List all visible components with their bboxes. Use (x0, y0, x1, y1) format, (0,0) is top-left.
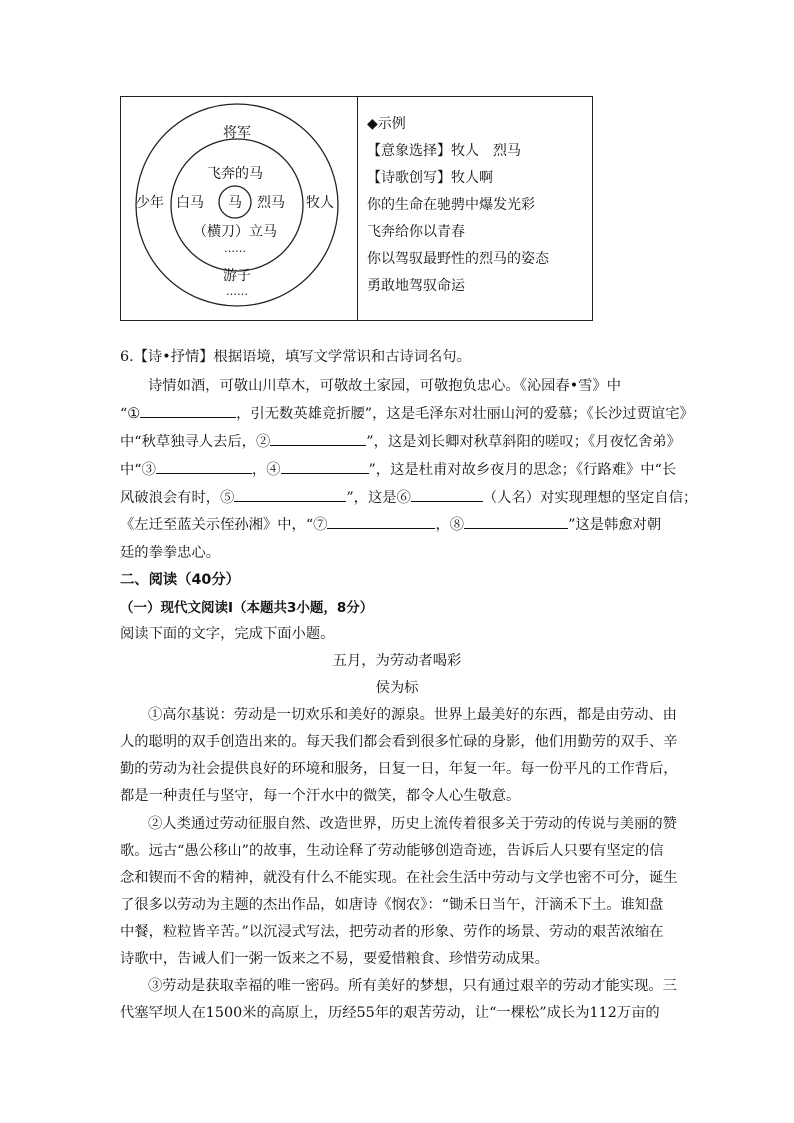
q6-text: 风破浪会有时，⑤ (120, 490, 235, 506)
q6-line-7: 廷的拳拳忠心。 (120, 545, 221, 561)
q6-text: ，引无数英雄竞折腰”，这是毛泽东对壮丽山河的爱慕；《长沙过贾谊宅》 (236, 406, 694, 422)
section-2-subtitle: （一）现代文阅读Ⅰ（本题共3小题，8分） (120, 600, 374, 616)
answer-blank-1[interactable] (140, 403, 236, 418)
outer-left-label: 少年 (136, 195, 164, 211)
answer-blank-2[interactable] (270, 431, 366, 446)
example-line: 飞奔给你以青春 (367, 224, 465, 240)
q6-text: ”这是韩愈对朝 (568, 517, 662, 533)
q6-text: “① (120, 406, 141, 422)
answer-blank-3[interactable] (156, 459, 252, 474)
q6-line-5 (120, 487, 697, 507)
q6-line-4 (120, 459, 676, 479)
paragraph-line: 诗歌中，告诫人们一粥一饭来之不易，要爱惜粮食、珍惜劳动成果。 (120, 951, 549, 967)
q6-text: 中“秋草独寻人去后，② (120, 434, 271, 450)
q6-line-6 (120, 514, 661, 534)
outer-bottom-label: 游子 (223, 268, 251, 284)
section-2-title: 二、阅读（40分） (120, 572, 240, 588)
paragraph-line: 念和锲而不舍的精神，就没有什么不能实现。在社会生活中劳动与文学也密不可分，诞生 (120, 870, 678, 886)
concentric-circles-diagram (121, 97, 356, 320)
paragraph-line: ②人类通过劳动征服自然、改造世界，历史上流传着很多关于劳动的传说与美丽的赞 (148, 816, 677, 832)
example-table (120, 96, 593, 321)
paragraph-line: 人的聪明的双手创造出来的。每天我们都会看到很多忙碌的身影，他们用勤劳的双手、辛 (120, 734, 678, 750)
article-title: 五月，为劳动者喝彩 (332, 653, 462, 669)
question-6-title: 6.【诗•抒情】根据语境，填写文学常识和古诗词名句。 (120, 349, 471, 365)
q6-text: ”，这是刘长卿对秋草斜阳的嗟叹；《月夜忆舍弟》 (366, 434, 681, 450)
paragraph-line: 代塞罕坝人在1500米的高原上，历经55年的艰苦劳动，让“一棵松”成长为112万亩的 (120, 1005, 660, 1021)
q6-line-3 (120, 431, 681, 451)
q6-text: 中“③ (120, 462, 156, 478)
q6-text: ，④ (251, 462, 281, 478)
answer-blank-4[interactable] (281, 459, 369, 474)
paragraph-line: 都是一种责任与坚守，每一个汗水中的微笑，都令人心生敬意。 (120, 788, 521, 804)
inner-top-label: 飞奔的马 (207, 166, 263, 182)
example-line: 【意象选择】牧人 烈马 (367, 143, 521, 159)
q6-text: ”，这是⑥ (346, 490, 411, 506)
outer-top-label: 将军 (223, 125, 251, 141)
answer-blank-7[interactable] (327, 514, 435, 529)
q6-text: 《左迁至蓝关示侄孙湘》中，“⑦ (120, 517, 328, 533)
center-label: 马 (228, 195, 242, 211)
imagery-diagram (121, 97, 358, 320)
example-line: 【诗歌创写】牧人啊 (367, 170, 493, 186)
q6-text: ，⑧ (435, 517, 465, 533)
inner-bottom-label: （横刀）立马 (193, 224, 277, 240)
answer-blank-6[interactable] (411, 487, 483, 502)
answer-blank-8[interactable] (464, 514, 568, 529)
inner-left-label: 白马 (176, 195, 204, 211)
article-author: 侯为标 (375, 680, 419, 696)
paragraph-line: 歌。远古“愚公移山”的故事，生动诠释了劳动能够创造奇迹，告诉后人只要有坚定的信 (120, 843, 664, 859)
paragraph-line: 勤的劳动为社会提供良好的环境和服务，日复一日，年复一年。每一份平凡的工作背后， (120, 761, 678, 777)
inner-right-label: 烈马 (257, 195, 285, 211)
paragraph-line: 中餐，粒粒皆辛苦。”以沉浸式写法，把劳动者的形象、劳作的场景、劳动的艰苦浓缩在 (120, 924, 664, 940)
q6-line-1: 诗情如酒，可敬山川草木，可敬故土家园，可敬抱负忠心。《沁园春•雪》中 (148, 378, 622, 394)
paragraph-line: 了很多以劳动为主题的杰出作品，如唐诗《悯农》：“锄禾日当午，汗滴禾下土。谁知盘 (120, 897, 664, 913)
inner-dots: …… (224, 242, 246, 255)
paragraph-line: ③劳动是获取幸福的唯一密码。所有美好的梦想，只有通过艰辛的劳动才能实现。三 (148, 978, 677, 994)
example-line: 你以驾驭最野性的烈马的姿态 (367, 251, 549, 267)
outer-dots: …… (226, 285, 248, 298)
q6-text: （人名）对实现理想的坚定自信； (482, 490, 698, 506)
reading-instruction: 阅读下面的文字，完成下面小题。 (120, 626, 335, 642)
example-heading: ◆示例 (367, 116, 406, 132)
q6-text: ”，这是杜甫对故乡夜月的思念；《行路难》中“长 (368, 462, 677, 478)
example-line: 你的生命在驰骋中爆发光彩 (367, 197, 535, 213)
q6-line-2 (120, 403, 694, 423)
example-line: 勇敢地驾驭命运 (367, 278, 465, 294)
example-text (358, 97, 592, 320)
answer-blank-5[interactable] (234, 487, 346, 502)
outer-right-label: 牧人 (306, 195, 334, 211)
paragraph-line: ①高尔基说：劳动是一切欢乐和美好的源泉。世界上最美好的东西，都是由劳动、由 (148, 707, 677, 723)
